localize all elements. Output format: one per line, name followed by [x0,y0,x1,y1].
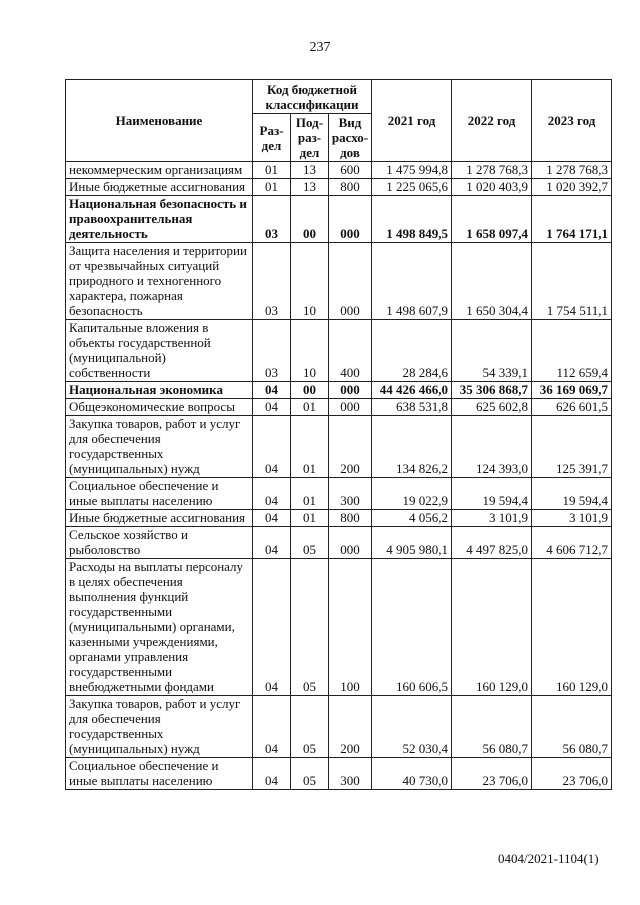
row-expense-type: 000 [329,527,372,559]
row-subsection: 05 [291,758,329,790]
row-name: Защита населения и территории от чрезвычайных ситуаций природного и техногенного характера, пожарная безопасность [66,243,253,320]
row-value-2021: 638 531,8 [372,399,452,416]
row-value-2023: 626 601,5 [532,399,612,416]
row-value-2022: 4 497 825,0 [452,527,532,559]
row-name: Национальная безопасность и правоохранительная деятельность [66,196,253,243]
table-header [66,80,612,162]
row-expense-type: 000 [329,243,372,320]
row-section: 04 [253,478,291,510]
row-value-2022: 56 080,7 [452,696,532,758]
row-section: 03 [253,196,291,243]
table-body [66,162,612,790]
row-value-2022: 23 706,0 [452,758,532,790]
row-value-2023: 1 278 768,3 [532,162,612,179]
row-value-2021: 160 606,5 [372,559,452,696]
row-value-2023: 125 391,7 [532,416,612,478]
row-value-2021: 1 498 849,5 [372,196,452,243]
row-value-2021: 1 475 994,8 [372,162,452,179]
header-2022: 2022 год [452,80,532,162]
row-value-2021: 1 225 065,6 [372,179,452,196]
table-row [66,559,612,696]
header-expense-type: Вид расхо-дов [329,114,372,162]
row-section: 04 [253,758,291,790]
row-subsection: 00 [291,382,329,399]
row-section: 04 [253,382,291,399]
page-number: 237 [309,40,331,55]
row-subsection: 13 [291,162,329,179]
row-value-2023: 160 129,0 [532,559,612,696]
row-value-2022: 1 020 403,9 [452,179,532,196]
row-subsection: 01 [291,416,329,478]
table-row [66,478,612,510]
row-expense-type: 100 [329,559,372,696]
row-subsection: 00 [291,196,329,243]
header-name: Наименование [66,80,253,162]
row-value-2021: 44 426 466,0 [372,382,452,399]
row-name: Социальное обеспечение и иные выплаты населению [66,758,253,790]
row-name: Закупка товаров, работ и услуг для обеспечения государственных (муниципальных) нужд [66,696,253,758]
row-expense-type: 800 [329,510,372,527]
row-section: 04 [253,399,291,416]
footer-document-code: 0404/2021-1104(1) [498,851,599,866]
row-section: 03 [253,243,291,320]
table-row [66,162,612,179]
row-value-2021: 1 498 607,9 [372,243,452,320]
row-section: 04 [253,559,291,696]
row-value-2021: 4 905 980,1 [372,527,452,559]
row-expense-type: 400 [329,320,372,382]
table-row [66,399,612,416]
row-section: 04 [253,510,291,527]
header-code-group: Код бюджетной классификации [253,80,372,114]
row-value-2023: 23 706,0 [532,758,612,790]
table-row [66,527,612,559]
row-value-2022: 625 602,8 [452,399,532,416]
row-section: 01 [253,162,291,179]
row-expense-type: 000 [329,399,372,416]
row-value-2023: 3 101,9 [532,510,612,527]
row-value-2022: 1 650 304,4 [452,243,532,320]
table-row [66,758,612,790]
header-section: Раз-дел [253,114,291,162]
row-expense-type: 200 [329,416,372,478]
row-value-2023: 56 080,7 [532,696,612,758]
row-expense-type: 000 [329,196,372,243]
row-section: 04 [253,527,291,559]
table-row [66,243,612,320]
row-name: Национальная экономика [66,382,253,399]
row-value-2023: 19 594,4 [532,478,612,510]
row-expense-type: 600 [329,162,372,179]
table-row [66,382,612,399]
row-name: Иные бюджетные ассигнования [66,179,253,196]
row-subsection: 01 [291,399,329,416]
row-value-2021: 134 826,2 [372,416,452,478]
row-expense-type: 300 [329,758,372,790]
row-subsection: 10 [291,320,329,382]
row-value-2023: 1 754 511,1 [532,243,612,320]
row-value-2022: 19 594,4 [452,478,532,510]
table-row [66,416,612,478]
row-value-2023: 1 764 171,1 [532,196,612,243]
row-value-2023: 36 169 069,7 [532,382,612,399]
row-section: 01 [253,179,291,196]
row-value-2022: 54 339,1 [452,320,532,382]
table-row [66,510,612,527]
row-value-2021: 28 284,6 [372,320,452,382]
table-row [66,696,612,758]
row-value-2023: 112 659,4 [532,320,612,382]
row-name: Закупка товаров, работ и услуг для обеспечения государственных (муниципальных) нужд [66,416,253,478]
row-subsection: 01 [291,478,329,510]
row-name: Капитальные вложения в объекты государственной (муниципальной) собственности [66,320,253,382]
table-row [66,320,612,382]
row-name: Общеэкономические вопросы [66,399,253,416]
row-value-2022: 35 306 868,7 [452,382,532,399]
row-value-2021: 19 022,9 [372,478,452,510]
row-value-2022: 1 658 097,4 [452,196,532,243]
row-value-2021: 40 730,0 [372,758,452,790]
header-2023: 2023 год [532,80,612,162]
row-section: 03 [253,320,291,382]
row-expense-type: 000 [329,382,372,399]
header-subsection: Под-раз-дел [291,114,329,162]
row-name: Социальное обеспечение и иные выплаты населению [66,478,253,510]
row-value-2022: 3 101,9 [452,510,532,527]
row-name: некоммерческим организациям [66,162,253,179]
row-value-2021: 52 030,4 [372,696,452,758]
row-subsection: 05 [291,527,329,559]
row-name: Иные бюджетные ассигнования [66,510,253,527]
row-subsection: 10 [291,243,329,320]
row-value-2022: 124 393,0 [452,416,532,478]
row-value-2023: 4 606 712,7 [532,527,612,559]
table-row [66,196,612,243]
row-subsection: 05 [291,559,329,696]
row-value-2021: 4 056,2 [372,510,452,527]
row-value-2022: 160 129,0 [452,559,532,696]
row-expense-type: 800 [329,179,372,196]
row-subsection: 13 [291,179,329,196]
row-section: 04 [253,696,291,758]
row-expense-type: 300 [329,478,372,510]
header-2021: 2021 год [372,80,452,162]
row-name: Сельское хозяйство и рыболовство [66,527,253,559]
row-subsection: 05 [291,696,329,758]
row-value-2022: 1 278 768,3 [452,162,532,179]
row-name: Расходы на выплаты персоналу в целях обеспечения выполнения функций государственными (муниципальными) органами, казенными учреждениями, органами управления государственными внебюджетными фондами [66,559,253,696]
budget-table [65,79,612,790]
row-value-2023: 1 020 392,7 [532,179,612,196]
row-subsection: 01 [291,510,329,527]
table-row [66,179,612,196]
row-section: 04 [253,416,291,478]
row-expense-type: 200 [329,696,372,758]
